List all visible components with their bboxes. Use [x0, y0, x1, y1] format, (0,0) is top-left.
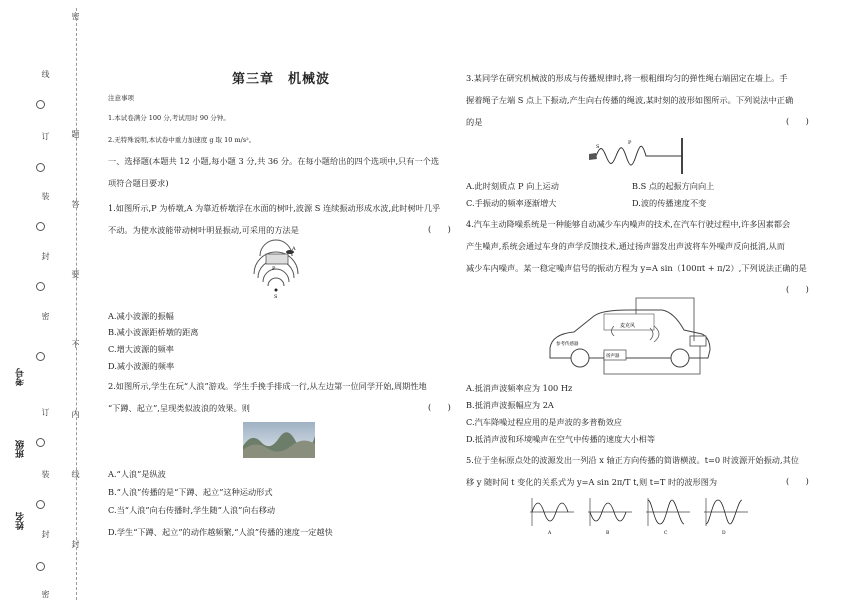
q3-answer-blank: ( ): [786, 116, 809, 126]
margin-word: 订: [41, 408, 50, 416]
graph-d: [704, 498, 748, 536]
margin-word: 订: [41, 132, 50, 140]
label-speaker: 扬声器: [606, 354, 620, 359]
inner-word: 线: [71, 470, 80, 478]
q2-option-c: C.当“人浪”向右传播时,学生随“人浪”向右移动: [108, 505, 276, 515]
section-heading: 一、选择题(本题共 12 小题,每小题 3 分,共 36 分。在每小题给出的四个选项中,只有一个选: [108, 156, 440, 166]
q2-option-b: B.“人浪”传播的是“下蹲、起立”这种运动形式: [108, 487, 273, 497]
exam-number-field: 考号: [16, 368, 26, 386]
q4-car-figure: [544, 296, 716, 382]
inner-word: 密: [71, 12, 80, 20]
margin-circle: [36, 163, 45, 172]
margin-circle: [36, 500, 45, 509]
graph-a: [530, 498, 574, 536]
name-field: 姓名: [16, 512, 26, 530]
margin-word: 线: [41, 70, 50, 78]
q3-text: 3.某同学在研究机械波的形成与传播规律时,将一根粗细均匀的弹性绳右端固定在墙上。手: [466, 73, 788, 83]
page-title: 第三章 机械波: [232, 72, 331, 87]
label-microphone: 麦克风: [620, 323, 636, 329]
label-sensor: 参考传感器: [556, 342, 579, 347]
q3-text-cont: 握着绳子左端 S 点上下振动,产生向右传播的绳波,某时刻的波形如图所示。下列说法中正确: [466, 95, 794, 105]
section-heading-cont: 项符合题目要求): [108, 178, 169, 188]
q4-option-c: C.汽车降噪过程应用的是声波的多普勒效应: [466, 417, 622, 427]
q3-option-d: D.波的传播速度不变: [632, 198, 707, 208]
label-s: S: [596, 144, 600, 150]
q1-answer-blank: ( ): [428, 224, 451, 234]
q5-graphs: [522, 494, 752, 536]
margin-circle: [36, 222, 45, 231]
q2-photo: [243, 422, 315, 458]
q2-option-a: A.“人浪”是纵波: [108, 469, 166, 479]
q3-text-cont2: 的是: [466, 117, 483, 127]
q2-option-d: D.学生“下蹲、起立”的动作越频繁,“人浪”传播的速度一定越快: [108, 527, 333, 537]
margin-word: 装: [41, 192, 50, 200]
binding-line: [76, 8, 77, 600]
margin-word: 封: [41, 252, 50, 260]
margin-word: 装: [41, 470, 50, 478]
margin-word: 密: [41, 312, 50, 320]
q2-text: 2.如图所示,学生在玩“人浪”游戏。学生手挽手排成一行,从左边第一位同学开始,周期性地: [108, 381, 427, 391]
q4-answer-blank: ( ): [786, 284, 809, 294]
q3-option-b: B.S 点的起振方向向上: [632, 181, 715, 191]
inner-word: 题: [71, 130, 80, 138]
inner-word: 内: [71, 410, 80, 418]
margin-word: 密: [41, 590, 50, 598]
inner-word: 答: [71, 200, 80, 208]
q3-option-a: A.此时刻质点 P 向上运动: [466, 181, 559, 191]
inner-word: 封: [71, 540, 80, 548]
binding-margin: [0, 0, 80, 608]
q4-option-a: A.抵消声波频率应为 100 Hz: [466, 383, 573, 393]
graph-label-c: C: [664, 531, 668, 536]
margin-circle: [36, 100, 45, 109]
graph-label-d: D: [722, 531, 726, 536]
q4-text-cont: 产生噪声,系统会通过车身的声学反馈技术,通过扬声器发出声波将车外噪声反向抵消,从而: [466, 241, 785, 251]
q4-text: 4.汽车主动降噪系统是一种能够自动减少车内噪声的技术,在汽车行驶过程中,许多因素都会: [466, 219, 791, 229]
q2-text-cont: “下蹲、起立”,呈现类似波浪的效果。则: [108, 403, 250, 413]
inner-word: 要: [71, 270, 80, 278]
notes-heading: 注意事项: [108, 94, 134, 102]
q1-option-c: C.增大波源的频率: [108, 344, 174, 354]
label-p: P: [272, 266, 276, 272]
label-a: A: [292, 246, 296, 252]
q3-option-c: C.手振动的频率逐渐增大: [466, 198, 557, 208]
q4-text-cont2: 减少车内噪声。某一稳定噪声信号的振动方程为 y=A sin（100πt + π/2）,下列说法正确的是: [466, 263, 807, 273]
note-2: 2.无特殊说明,本试卷中重力加速度 g 取 10 m/s²。: [108, 136, 256, 144]
q4-option-d: D.抵消声波和环境噪声在空气中传播的速度大小相等: [466, 434, 656, 444]
q4-option-b: B.抵消声波振幅应为 2A: [466, 400, 554, 410]
q1-text: 1.如图所示,P 为桥墩,A 为靠近桥墩浮在水面的树叶,波源 S 连续振动形成水波,此时树叶几乎: [108, 203, 441, 213]
margin-circle: [36, 438, 45, 447]
inner-word: 不: [71, 340, 80, 348]
label-p: P: [628, 140, 632, 146]
margin-word: 封: [41, 530, 50, 538]
q1-text-cont: 不动。为使水波能带动树叶明显振动,可采用的方法是: [108, 225, 299, 235]
graph-label-a: A: [548, 531, 552, 536]
q1-option-d: D.减小波源的频率: [108, 361, 175, 371]
margin-circle: [36, 282, 45, 291]
q5-answer-blank: ( ): [786, 476, 809, 486]
class-field: 班级: [16, 440, 26, 458]
graph-label-b: B: [606, 531, 610, 536]
q1-figure: [248, 238, 304, 300]
margin-circle: [36, 352, 45, 361]
margin-circle: [36, 562, 45, 571]
q1-option-a: A.减小波源的振幅: [108, 311, 174, 321]
note-1: 1.本试卷满分 100 分,考试用时 90 分钟。: [108, 114, 230, 122]
q3-figure: [588, 136, 692, 176]
q1-option-b: B.减小波源距桥墩的距离: [108, 327, 199, 337]
graph-b: [588, 498, 632, 536]
q2-answer-blank: ( ): [428, 402, 451, 412]
label-s: S: [274, 294, 278, 300]
q5-text: 5.位于坐标原点处的波源发出一列沿 x 轴正方向传播的简谐横波。t=0 时波源开始振动,其位: [466, 455, 799, 465]
q5-text-cont: 移 y 随时间 t 变化的关系式为 y=A sin 2π/T t,则 t=T 时的波形图为: [466, 477, 718, 487]
graph-c: [646, 498, 690, 536]
